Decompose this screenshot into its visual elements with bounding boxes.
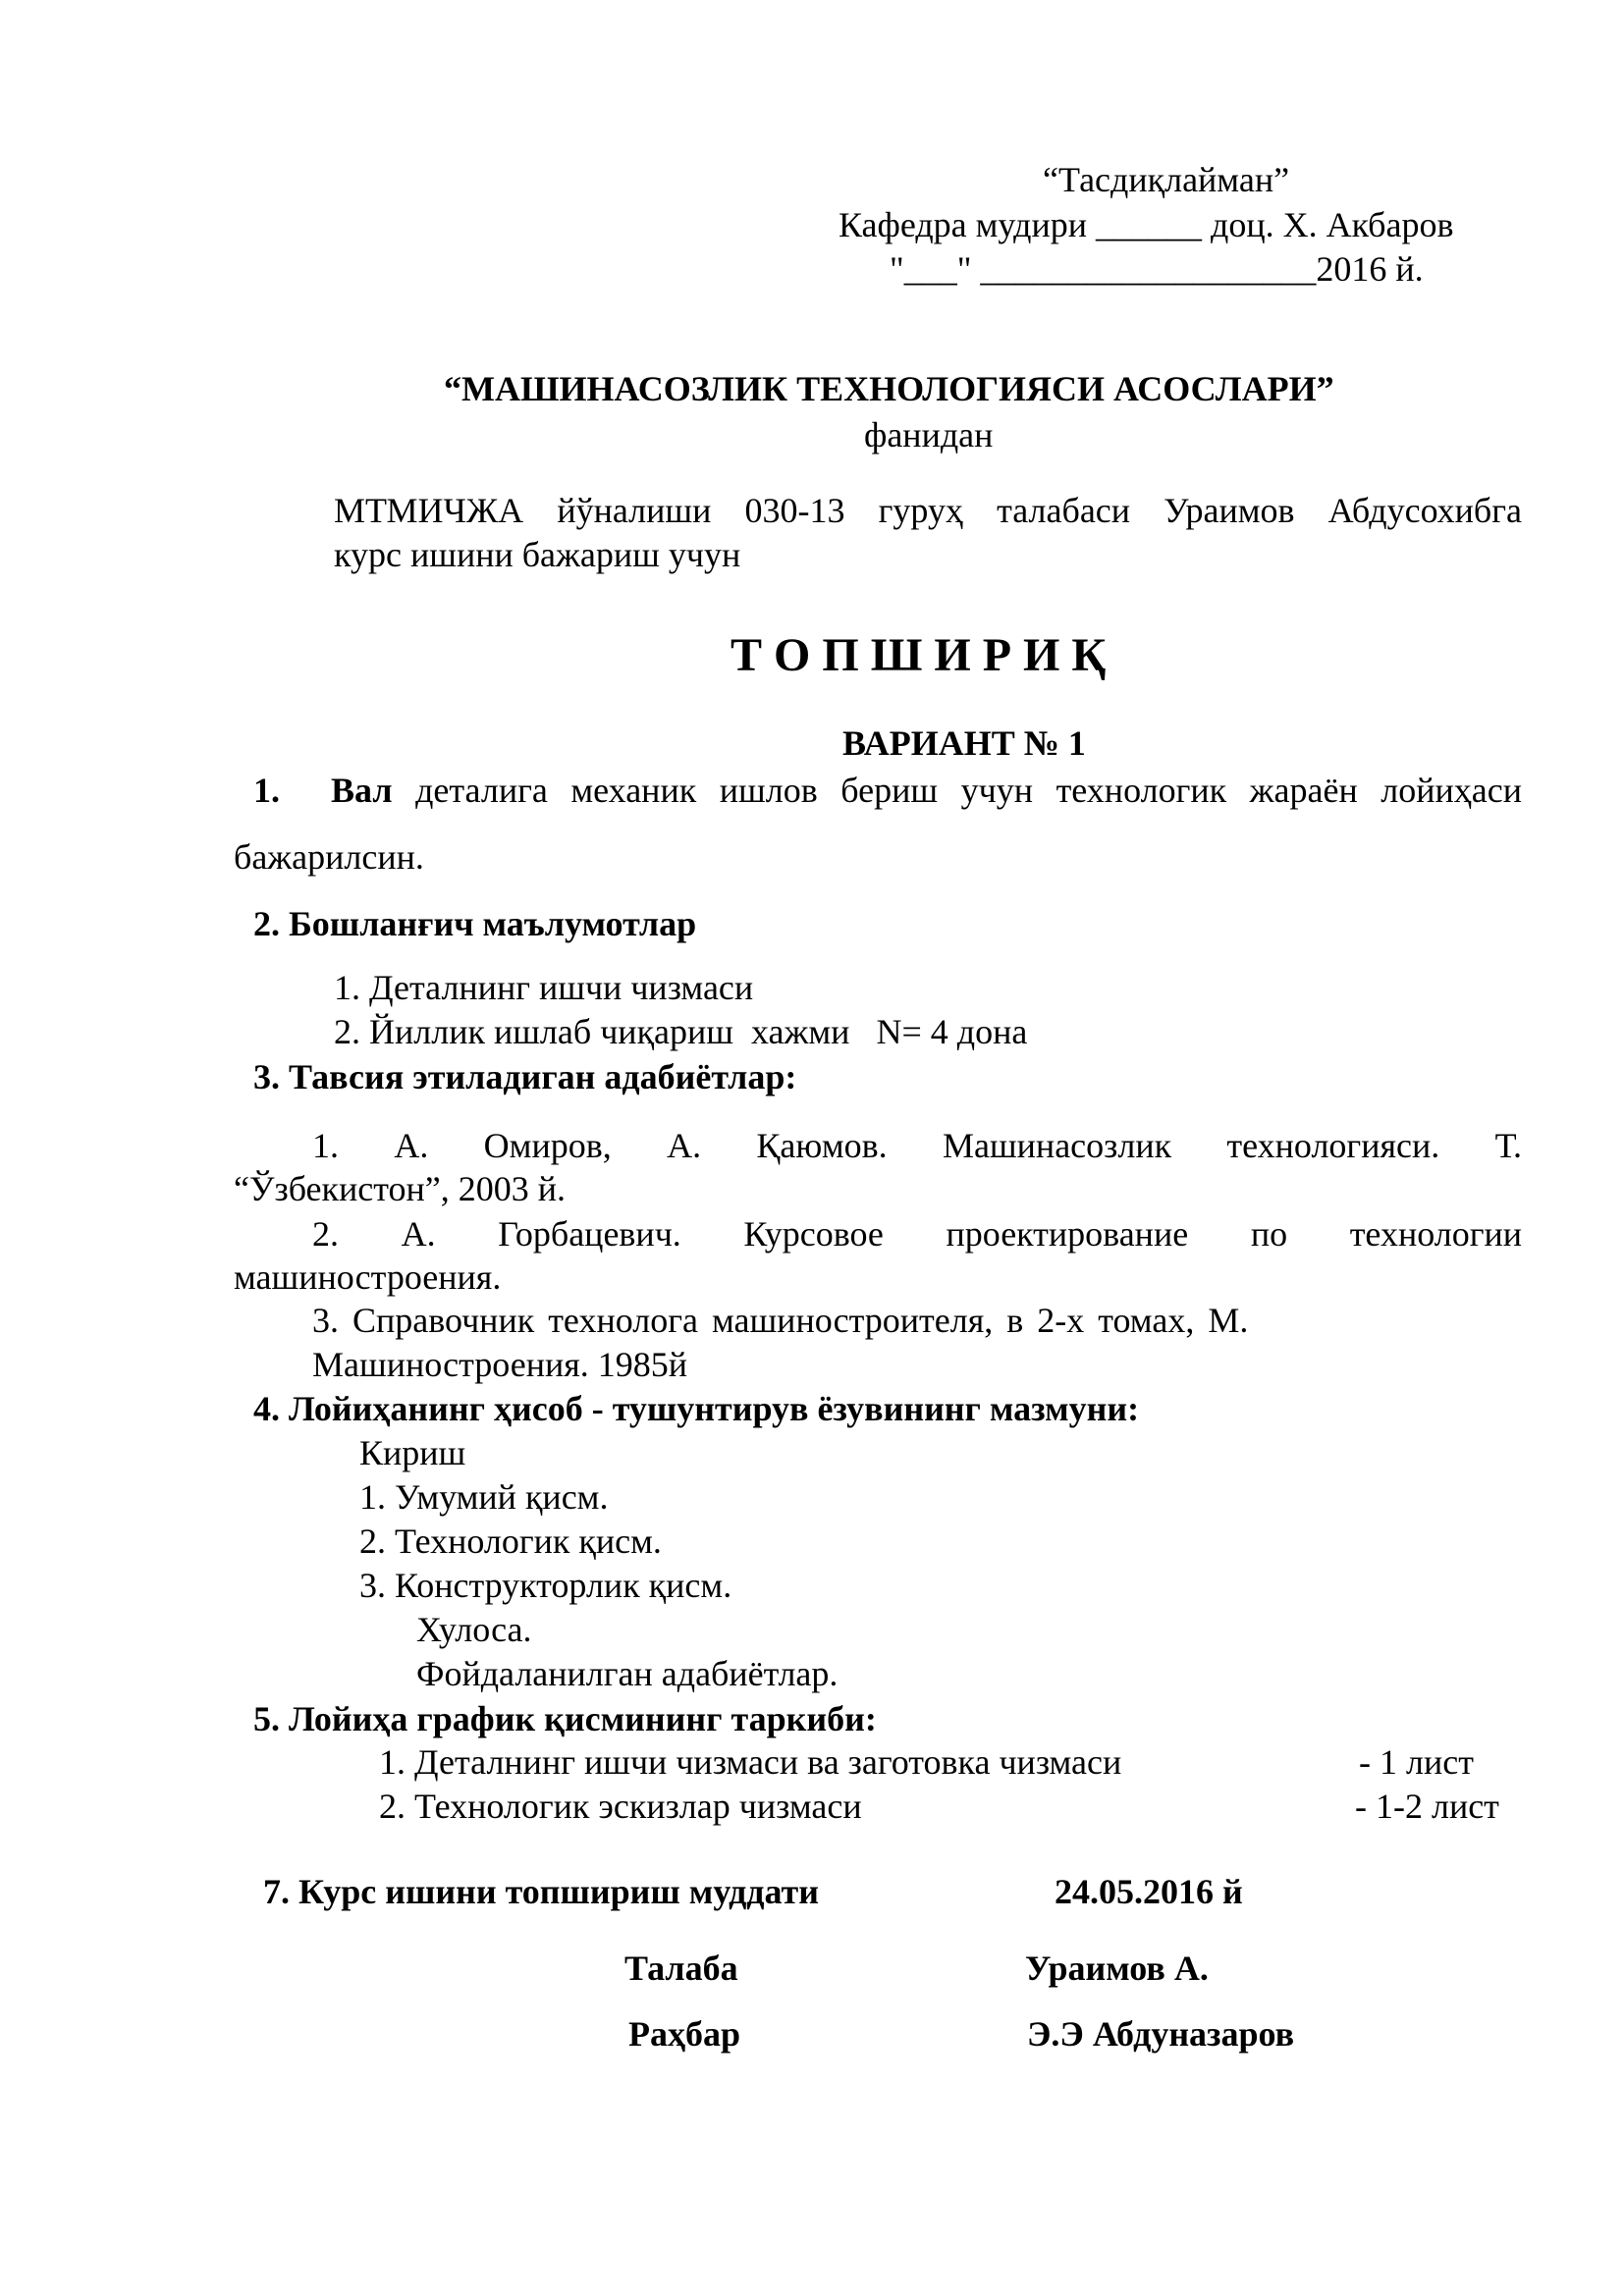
- section-4-item-intro: Кириш: [359, 1433, 466, 1472]
- reference-1-line-2: “Ўзбекистон”, 2003 й.: [234, 1169, 567, 1208]
- section-5-item-2-qty: - 1-2 лист: [1355, 1787, 1499, 1826]
- section-3-heading: 3. Тавсия этиладиган адабиётлар:: [253, 1057, 797, 1096]
- approval-heading: “Тасдиқлайман”: [1043, 160, 1290, 199]
- task-title: Т О П Ш И Р И Қ: [731, 629, 1107, 681]
- supervisor-role: Раҳбар: [628, 2014, 741, 2054]
- intro-line-2: курс ишини бажариш учун: [334, 535, 741, 574]
- intro-line-1: МТМИЧЖА йўналиши 030-13 гуруҳ талабаси Ураимов Абдусохибга: [334, 491, 1522, 530]
- section-4-item-references: Фойдаланилган адабиётлар.: [416, 1654, 839, 1693]
- section-4-item-2: 2. Технологик қисм.: [359, 1522, 662, 1561]
- section-1-text-2: бажарилсин.: [234, 837, 424, 877]
- section-2-item-2: 2. Йиллик ишлаб чиқариш хажми N= 4 дона: [334, 1012, 1028, 1051]
- reference-3-line-2: Машиностроения. 1985й: [312, 1345, 688, 1384]
- variant-label: ВАРИАНТ № 1: [842, 723, 1086, 763]
- section-5-heading: 5. Лойиҳа график қисмининг таркиби:: [253, 1699, 877, 1738]
- section-5-item-2-label: 2. Технологик эскизлар чизмаси: [379, 1787, 862, 1826]
- section-2-heading: 2. Бошланғич маълумотлар: [253, 904, 697, 943]
- section-5-item-1-qty: - 1 лист: [1359, 1742, 1474, 1782]
- section-5-item-1-label: 1. Деталнинг ишчи чизмаси ва заготовка чизмаси: [379, 1742, 1122, 1782]
- section-1-number: 1.: [253, 771, 280, 810]
- student-name: Ураимов А.: [1025, 1949, 1209, 1988]
- section-4-heading: 4. Лойиҳанинг ҳисоб - тушунтирув ёзувининг мазмуни:: [253, 1389, 1140, 1428]
- deadline-label: 7. Курс ишини топшириш муддати: [263, 1872, 819, 1911]
- approval-date-line: "___" ___________________2016 й.: [890, 249, 1424, 289]
- supervisor-name: Э.Э Абдуназаров: [1027, 2014, 1295, 2054]
- section-1-subject: Вал: [331, 771, 393, 810]
- section-4-item-conclusion: Хулоса.: [416, 1610, 532, 1649]
- section-4-item-3: 3. Конструкторлик қисм.: [359, 1566, 732, 1605]
- reference-2-line-2: машиностроения.: [234, 1257, 502, 1297]
- section-1-text: [331, 770, 1522, 811]
- reference-3-line-1: 3. Справочник технолога машиностроителя, в 2-х томах, М.: [312, 1301, 1249, 1340]
- subject-suffix: фанидан: [864, 415, 994, 454]
- section-4-item-1: 1. Умумий қисм.: [359, 1477, 609, 1517]
- reference-2-line-1: 2. А. Горбацевич. Курсовое проектирование по технологии: [312, 1214, 1522, 1254]
- section-1-text-1: деталига механик ишлов бериш учун технологик жараён лойиҳаси: [415, 771, 1522, 810]
- subject-title: “МАШИНАСОЗЛИК ТЕХНОЛОГИЯСИ АСОСЛАРИ”: [444, 369, 1334, 408]
- section-2-item-1: 1. Деталнинг ишчи чизмаси: [334, 968, 754, 1007]
- reference-1-line-1: 1. А. Омиров, А. Қаюмов. Машинасозлик технологияси. Т.: [312, 1126, 1522, 1165]
- approval-department-head: Кафедра мудири ______ доц. Х. Акбаров: [839, 205, 1454, 244]
- student-role: Талаба: [624, 1949, 738, 1988]
- deadline-date: 24.05.2016 й: [1055, 1872, 1243, 1911]
